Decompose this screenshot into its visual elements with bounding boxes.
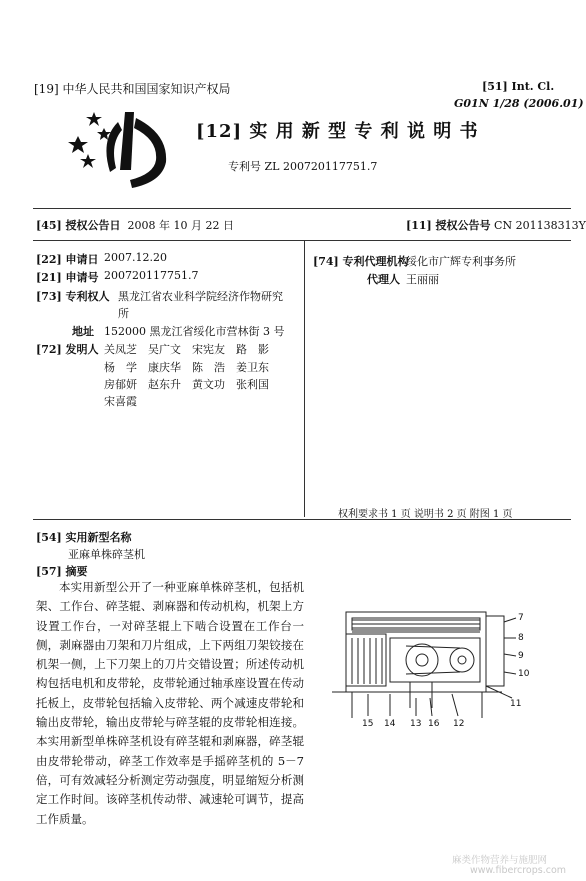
int-cl-value: G01N 1/28 (2006.01): [454, 97, 584, 110]
patent-number: 专利号 ZL 200720117751.7: [228, 160, 378, 173]
pub-date-value: 2008 年 10 月 22 日: [127, 219, 235, 232]
inventor-label: [72] 发明人: [36, 343, 99, 356]
fig-label-10: 10: [518, 669, 530, 679]
fig-label-8: 8: [518, 633, 524, 643]
app-no: 200720117751.7: [104, 269, 199, 282]
fig-label-7: 7: [518, 613, 524, 623]
fig-label-16: 16: [428, 719, 440, 729]
fig-label-14: 14: [384, 719, 396, 729]
abstract-paragraph: 本实用新型公开了一种亚麻单株碎茎机，包括机架、工作台、碎茎辊、剥麻器和传动机构，机架上方设置工作台，一对碎茎辊上下啮合设置在工作台一侧，剥麻器由刀架和刀片组成，上下两组刀架铰接在机架一侧，上下刀架上的刀片交错设置；所述传动机构包括电机和皮带轮，皮带轮通过轴承座设置在传动托板上，皮带轮包括输入皮带轮、两个减速皮带轮和输出皮带轮，输出皮带轮与碎茎辊的皮带轮相连接。本实用新型单株碎茎机设有碎茎辊和剥麻器，碎茎辊由皮带轮带动，碎茎工作效率是手摇碎茎机的 5－7 倍，可有效减轻分析测定劳动强度，明显缩短分析测定工作时间。该碎茎机传动带、减速轮可调节，提高工作质量。: [36, 580, 304, 826]
pub-date: [36, 217, 234, 233]
agent: 王丽丽: [406, 273, 439, 286]
holder-line-1: 黑龙江省农业科学院经济作物研究: [118, 290, 283, 303]
int-cl-label: [51] Int. Cl.: [482, 80, 555, 93]
app-no-label: [21] 申请号: [36, 271, 99, 284]
emblem-logo: [70, 110, 175, 190]
pub-number: [406, 217, 586, 233]
holder-line-2: 所: [118, 307, 129, 320]
agency-label: [74] 专利代理机构: [313, 255, 409, 268]
inventor-line-2: 杨 学 康庆华 陈 浩 姜卫东: [104, 361, 269, 374]
holder-label: [73] 专利权人: [36, 290, 110, 303]
inventor-line-1: 关凤芝 吴广文 宋宪友 路 影: [104, 343, 269, 356]
office-name: [19] 中华人民共和国国家知识产权局: [34, 82, 231, 96]
title-label: [54] 实用新型名称: [36, 531, 132, 544]
utility-model-title: 亚麻单株碎茎机: [68, 548, 145, 561]
machine-figure: [312, 598, 528, 740]
pub-number-value: CN 201138313Y: [494, 219, 586, 232]
inventor-line-4: 宋喜霞: [104, 395, 137, 408]
watermark-site-name: 麻类作物营养与施肥网: [452, 855, 548, 866]
divider-top: [33, 208, 571, 209]
pub-number-label: [11] 授权公告号: [406, 219, 491, 232]
agent-label: 代理人: [367, 273, 400, 286]
agency: 绥化市广辉专利事务所: [406, 255, 516, 268]
divider-bottom: [33, 519, 571, 520]
fig-label-9: 9: [518, 651, 524, 661]
pub-date-label: [45] 授权公告日: [36, 219, 121, 232]
fig-label-12: 12: [453, 719, 465, 729]
abstract-label: [57] 摘要: [36, 565, 88, 578]
divider-vertical: [304, 240, 305, 517]
app-date-label: [22] 申请日: [36, 253, 99, 266]
inventor-line-3: 房郁妍 赵东升 黄文功 张利国: [104, 378, 269, 391]
address-label: 地址: [72, 325, 94, 338]
address: 152000 黑龙江省绥化市营林街 3 号: [104, 325, 285, 338]
fig-label-11: 11: [510, 699, 522, 709]
abstract-text: [36, 578, 304, 829]
page-count: 权利要求书 1 页 说明书 2 页 附图 1 页: [338, 509, 513, 520]
divider-mid: [33, 240, 571, 241]
app-date: 2007.12.20: [104, 251, 167, 264]
watermark-url: www.fibercrops.com: [470, 865, 567, 876]
fig-label-13: 13: [410, 719, 422, 729]
document-type: [12] 实 用 新 型 专 利 说 明 书: [196, 121, 479, 142]
fig-label-15: 15: [362, 719, 374, 729]
